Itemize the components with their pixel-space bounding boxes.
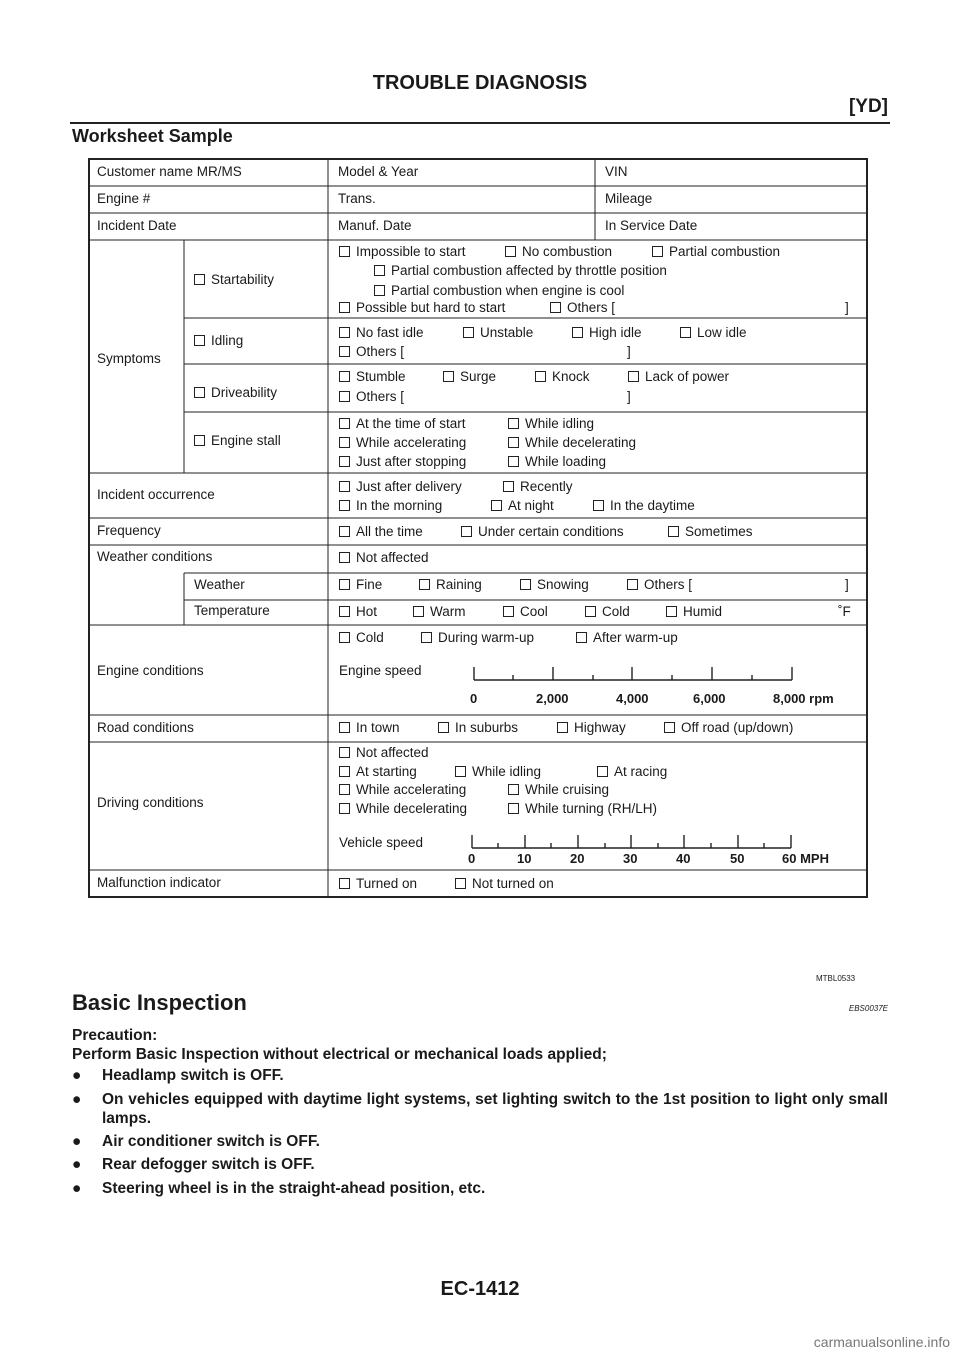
bullet-icon: ● bbox=[72, 1180, 82, 1197]
checkbox-icon bbox=[576, 632, 587, 643]
checkbox-icon bbox=[339, 803, 350, 814]
checkbox-icon bbox=[508, 437, 519, 448]
no-fast-idle-option[interactable]: No fast idle bbox=[339, 325, 424, 341]
hot-option[interactable]: Hot bbox=[339, 604, 377, 620]
engine-speed-tick-label: 2,000 bbox=[536, 691, 569, 706]
just-after-delivery-option[interactable]: Just after delivery bbox=[339, 479, 462, 495]
checkbox-icon bbox=[339, 579, 350, 590]
at-time-of-start-option[interactable]: At the time of start bbox=[339, 416, 466, 432]
checkbox-icon bbox=[557, 722, 568, 733]
driving-while-decelerating-option[interactable]: While decelerating bbox=[339, 801, 467, 817]
checkbox-icon bbox=[491, 500, 502, 511]
checkbox-icon bbox=[339, 606, 350, 617]
bullet-text: Rear defogger switch is OFF. bbox=[102, 1156, 315, 1173]
surge-option[interactable]: Surge bbox=[443, 369, 496, 385]
page-header-code: [YD] bbox=[848, 96, 888, 117]
snowing-option[interactable]: Snowing bbox=[520, 577, 589, 593]
weather-conditions-label: Weather conditions bbox=[97, 549, 213, 564]
checkbox-icon bbox=[339, 371, 350, 382]
checkbox-icon bbox=[339, 327, 350, 338]
engine-conditions-label: Engine conditions bbox=[97, 663, 204, 678]
stall-while-decelerating-option[interactable]: While decelerating bbox=[508, 435, 636, 451]
in-suburbs-option[interactable]: In suburbs bbox=[438, 720, 518, 736]
partial-combustion-cool-option[interactable]: Partial combustion when engine is cool bbox=[374, 283, 624, 299]
engine-speed-label: Engine speed bbox=[339, 663, 422, 678]
not-turned-on-option[interactable]: Not turned on bbox=[455, 876, 554, 892]
checkbox-icon bbox=[339, 437, 350, 448]
checkbox-icon bbox=[339, 722, 350, 733]
checkbox-icon bbox=[421, 632, 432, 643]
checkbox-icon bbox=[593, 500, 604, 511]
checkbox-icon bbox=[505, 246, 516, 257]
just-after-stopping-option[interactable]: Just after stopping bbox=[339, 454, 466, 470]
startability-others-close: ] bbox=[845, 300, 849, 315]
recently-option[interactable]: Recently bbox=[503, 479, 573, 495]
checkbox-icon bbox=[463, 327, 474, 338]
checkbox-icon bbox=[339, 246, 350, 257]
fine-option[interactable]: Fine bbox=[339, 577, 382, 593]
checkbox-icon bbox=[443, 371, 454, 382]
checkbox-icon bbox=[339, 747, 350, 758]
bullet-text: Steering wheel is in the straight-ahead position, etc. bbox=[102, 1180, 486, 1197]
temperature-unit: ˚F bbox=[838, 604, 851, 619]
symptoms-label: Symptoms bbox=[97, 351, 161, 366]
checkbox-icon bbox=[339, 878, 350, 889]
under-certain-conditions-option[interactable]: Under certain conditions bbox=[461, 524, 624, 540]
during-warm-up-option[interactable]: During warm-up bbox=[421, 630, 534, 646]
checkbox-icon bbox=[194, 274, 205, 285]
checkbox-icon bbox=[339, 526, 350, 537]
warm-option[interactable]: Warm bbox=[413, 604, 466, 620]
cool-option[interactable]: Cool bbox=[503, 604, 548, 620]
watermark: carmanualsonline.info bbox=[813, 1334, 950, 1350]
incident-occurrence-label: Incident occurrence bbox=[97, 487, 215, 502]
low-idle-option[interactable]: Low idle bbox=[680, 325, 747, 341]
vehicle-speed-tick-label: 0 bbox=[468, 851, 476, 866]
weather-others-close: ] bbox=[845, 577, 849, 592]
in-the-morning-option[interactable]: In the morning bbox=[339, 498, 442, 514]
high-idle-option[interactable]: High idle bbox=[572, 325, 642, 341]
possible-hard-start-option[interactable]: Possible but hard to start bbox=[339, 300, 505, 316]
checkbox-icon bbox=[339, 302, 350, 313]
checkbox-icon bbox=[597, 766, 608, 777]
bullet-icon: ● bbox=[72, 1067, 82, 1084]
engine-speed-tick-label: 4,000 bbox=[616, 691, 649, 706]
worksheet-table bbox=[88, 158, 868, 898]
mileage-label: Mileage bbox=[605, 191, 653, 206]
checkbox-icon bbox=[438, 722, 449, 733]
weather-others-option[interactable]: Others [ bbox=[627, 577, 692, 593]
checkbox-icon bbox=[339, 500, 350, 511]
vehicle-speed-tick-label: 60 MPH bbox=[782, 851, 829, 866]
engine-speed-tick-label: 0 bbox=[470, 691, 478, 706]
at-night-option[interactable]: At night bbox=[491, 498, 554, 514]
vehicle-speed-tick-label: 40 bbox=[676, 851, 691, 866]
partial-combustion-option[interactable]: Partial combustion bbox=[652, 244, 780, 260]
model-year-label: Model & Year bbox=[338, 164, 419, 179]
weather-not-affected-option[interactable]: Not affected bbox=[339, 550, 429, 566]
vehicle-speed-tick-label: 10 bbox=[517, 851, 532, 866]
checkbox-icon bbox=[508, 784, 519, 795]
manuf-date-label: Manuf. Date bbox=[338, 218, 412, 233]
checkbox-icon bbox=[455, 766, 466, 777]
startability-option[interactable]: Startability bbox=[194, 272, 274, 288]
frequency-label: Frequency bbox=[97, 523, 161, 538]
checkbox-icon bbox=[508, 418, 519, 429]
basic-inspection-title: Basic Inspection bbox=[72, 990, 247, 1015]
checkbox-icon bbox=[339, 418, 350, 429]
raining-option[interactable]: Raining bbox=[419, 577, 482, 593]
engine-speed-tick-label: 6,000 bbox=[693, 691, 726, 706]
at-starting-option[interactable]: At starting bbox=[339, 764, 417, 780]
driving-conditions-label: Driving conditions bbox=[97, 795, 204, 810]
vin-label: VIN bbox=[605, 164, 628, 179]
vehicle-speed-tick-label: 30 bbox=[623, 851, 638, 866]
trans-label: Trans. bbox=[338, 191, 376, 206]
after-warm-up-option[interactable]: After warm-up bbox=[576, 630, 678, 646]
checkbox-icon bbox=[550, 302, 561, 313]
lack-of-power-option[interactable]: Lack of power bbox=[628, 369, 729, 385]
driveability-others-option[interactable]: Others [ bbox=[339, 389, 404, 405]
checkbox-icon bbox=[413, 606, 424, 617]
engine-number-label: Engine # bbox=[97, 191, 151, 206]
bullet-icon: ● bbox=[72, 1133, 82, 1150]
vehicle-speed-label: Vehicle speed bbox=[339, 835, 424, 850]
stall-while-accelerating-option[interactable]: While accelerating bbox=[339, 435, 466, 451]
checkbox-icon bbox=[194, 387, 205, 398]
unstable-option[interactable]: Unstable bbox=[463, 325, 533, 341]
startability-others-option[interactable]: Others [ bbox=[550, 300, 615, 316]
all-the-time-option[interactable]: All the time bbox=[339, 524, 423, 540]
incident-date-label: Incident Date bbox=[97, 218, 177, 233]
weather-label: Weather bbox=[194, 577, 245, 592]
checkbox-icon bbox=[508, 803, 519, 814]
checkbox-icon bbox=[652, 246, 663, 257]
vehicle-speed-tick-label: 50 bbox=[730, 851, 745, 866]
checkbox-icon bbox=[520, 579, 531, 590]
checkbox-icon bbox=[508, 456, 519, 467]
highway-option[interactable]: Highway bbox=[557, 720, 626, 736]
checkbox-icon bbox=[628, 371, 639, 382]
section-title: Worksheet Sample bbox=[72, 126, 233, 146]
checkbox-icon bbox=[627, 579, 638, 590]
while-loading-option[interactable]: While loading bbox=[508, 454, 606, 470]
checkbox-icon bbox=[374, 265, 385, 276]
checkbox-icon bbox=[572, 327, 583, 338]
driving-not-affected-option[interactable]: Not affected bbox=[339, 745, 429, 761]
driving-while-accelerating-option[interactable]: While accelerating bbox=[339, 782, 466, 798]
stumble-option[interactable]: Stumble bbox=[339, 369, 406, 385]
checkbox-icon bbox=[668, 526, 679, 537]
checkbox-icon bbox=[339, 456, 350, 467]
checkbox-icon bbox=[339, 766, 350, 777]
precaution-heading: Precaution: bbox=[72, 1027, 158, 1044]
humid-option[interactable]: Humid bbox=[666, 604, 722, 620]
temperature-label: Temperature bbox=[194, 603, 270, 618]
engine-speed-tick-label: 8,000 rpm bbox=[773, 691, 834, 706]
off-road-option[interactable]: Off road (up/down) bbox=[664, 720, 793, 736]
checkbox-icon bbox=[666, 606, 677, 617]
road-conditions-label: Road conditions bbox=[97, 720, 194, 735]
no-combustion-option[interactable]: No combustion bbox=[505, 244, 612, 260]
sometimes-option[interactable]: Sometimes bbox=[668, 524, 753, 540]
header-rule bbox=[70, 122, 890, 124]
checkbox-icon bbox=[339, 481, 350, 492]
at-racing-option[interactable]: At racing bbox=[597, 764, 667, 780]
checkbox-icon bbox=[339, 346, 350, 357]
checkbox-icon bbox=[461, 526, 472, 537]
precaution-intro: Perform Basic Inspection without electrical or mechanical loads applied; bbox=[72, 1046, 607, 1063]
while-cruising-option[interactable]: While cruising bbox=[508, 782, 609, 798]
driving-while-idling-option[interactable]: While idling bbox=[455, 764, 541, 780]
driveability-option[interactable]: Driveability bbox=[194, 385, 277, 401]
basic-inspection-code: EBS0037E bbox=[848, 1004, 888, 1013]
page-number: EC-1412 bbox=[440, 1278, 520, 1300]
in-town-option[interactable]: In town bbox=[339, 720, 400, 736]
partial-combustion-throttle-option[interactable]: Partial combustion affected by throttle position bbox=[374, 263, 667, 279]
stall-while-idling-option[interactable]: While idling bbox=[508, 416, 594, 432]
customer-name-label: Customer name MR/MS bbox=[97, 164, 242, 179]
engine-stall-option[interactable]: Engine stall bbox=[194, 433, 281, 449]
idling-option[interactable]: Idling bbox=[194, 333, 243, 349]
in-the-daytime-option[interactable]: In the daytime bbox=[593, 498, 695, 514]
figure-id: MTBL0533 bbox=[816, 974, 856, 983]
knock-option[interactable]: Knock bbox=[535, 369, 590, 385]
checkbox-icon bbox=[339, 552, 350, 563]
turned-on-option[interactable]: Turned on bbox=[339, 876, 417, 892]
page-header-title: TROUBLE DIAGNOSIS bbox=[372, 72, 588, 94]
engine-cold-option[interactable]: Cold bbox=[339, 630, 384, 646]
while-turning-option[interactable]: While turning (RH/LH) bbox=[508, 801, 657, 817]
checkbox-icon bbox=[535, 371, 546, 382]
checkbox-icon bbox=[664, 722, 675, 733]
checkbox-icon bbox=[194, 435, 205, 446]
bullet-text: On vehicles equipped with daytime light systems, set lighting switch to the 1st position to light only small lamps. bbox=[102, 1091, 888, 1127]
checkbox-icon bbox=[455, 878, 466, 889]
bullet-text: Air conditioner switch is OFF. bbox=[102, 1133, 320, 1150]
vehicle-speed-tick-label: 20 bbox=[570, 851, 585, 866]
checkbox-icon bbox=[680, 327, 691, 338]
cold-option[interactable]: Cold bbox=[585, 604, 630, 620]
malfunction-indicator-label: Malfunction indicator bbox=[97, 875, 221, 890]
bullet-text: Headlamp switch is OFF. bbox=[102, 1067, 284, 1084]
checkbox-icon bbox=[374, 285, 385, 296]
checkbox-icon bbox=[503, 481, 514, 492]
idling-others-option[interactable]: Others [ bbox=[339, 344, 404, 360]
bullet-icon: ● bbox=[72, 1091, 82, 1108]
checkbox-icon bbox=[339, 784, 350, 795]
bullet-icon: ● bbox=[72, 1156, 82, 1173]
driveability-others-close: ] bbox=[627, 389, 631, 404]
checkbox-icon bbox=[503, 606, 514, 617]
checkbox-icon bbox=[585, 606, 596, 617]
checkbox-icon bbox=[339, 632, 350, 643]
impossible-to-start-option[interactable]: Impossible to start bbox=[339, 244, 466, 260]
idling-others-close: ] bbox=[627, 344, 631, 359]
checkbox-icon bbox=[419, 579, 430, 590]
checkbox-icon bbox=[339, 391, 350, 402]
in-service-date-label: In Service Date bbox=[605, 218, 698, 233]
checkbox-icon bbox=[194, 335, 205, 346]
